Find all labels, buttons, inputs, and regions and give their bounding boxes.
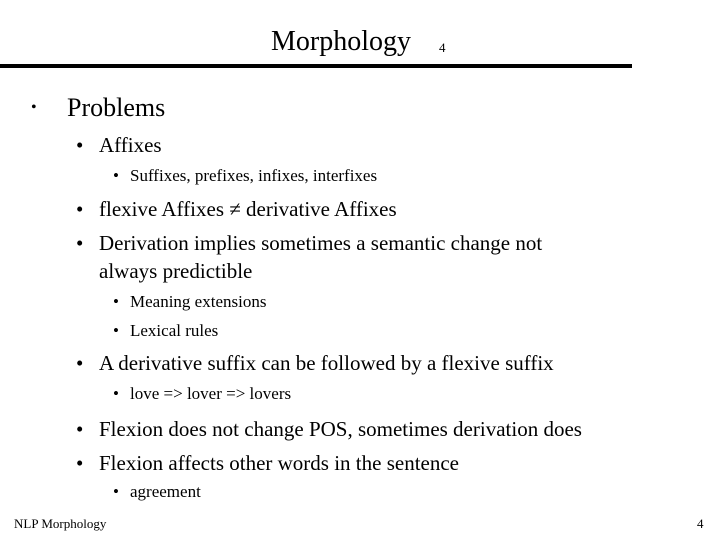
bullet-icon: • bbox=[113, 482, 119, 501]
bullet-flexive-vs-derivative: flexive Affixes ≠ derivative Affixes bbox=[99, 197, 397, 221]
footer-label: NLP Morphology bbox=[14, 516, 107, 531]
bullet-meaning-extensions: Meaning extensions bbox=[130, 292, 267, 311]
bullet-icon: • bbox=[113, 292, 119, 311]
bullet-icon: • bbox=[76, 197, 84, 221]
bullet-affixes: Affixes bbox=[99, 133, 162, 157]
slide-header bbox=[0, 24, 720, 64]
bullet-icon: • bbox=[113, 166, 119, 185]
bullet-icon: • bbox=[76, 351, 84, 375]
title-slide-number: 4 bbox=[439, 40, 446, 55]
bullet-icon: • bbox=[31, 99, 37, 116]
bullet-derivation-line-1: Derivation implies sometimes a semantic change not bbox=[99, 231, 543, 255]
bullet-icon: • bbox=[76, 451, 84, 475]
bullet-icon: • bbox=[113, 384, 119, 403]
bullet-agreement: agreement bbox=[130, 482, 201, 501]
bullet-love-example: love => lover => lovers bbox=[130, 384, 292, 403]
footer-page-number: 4 bbox=[697, 516, 704, 531]
bullet-icon: • bbox=[76, 231, 84, 255]
bullet-icon: • bbox=[113, 321, 119, 340]
bullet-derivation-line-2: always predictible bbox=[99, 259, 253, 283]
bullet-flexion-affects: Flexion affects other words in the sentence bbox=[99, 451, 460, 475]
bullet-suffixes: Suffixes, prefixes, infixes, interfixes bbox=[130, 166, 378, 185]
bullet-flexion-pos: Flexion does not change POS, sometimes derivation does bbox=[99, 417, 582, 441]
bullet-icon: • bbox=[76, 417, 84, 441]
bullet-icon: • bbox=[76, 133, 84, 157]
title-divider bbox=[0, 64, 632, 68]
bullet-derivative-suffix: A derivative suffix can be followed by a flexive suffix bbox=[99, 351, 554, 375]
bullet-lexical-rules: Lexical rules bbox=[130, 321, 219, 340]
slide-title: Morphology bbox=[271, 26, 411, 57]
bullet-problems: Problems bbox=[67, 93, 166, 122]
